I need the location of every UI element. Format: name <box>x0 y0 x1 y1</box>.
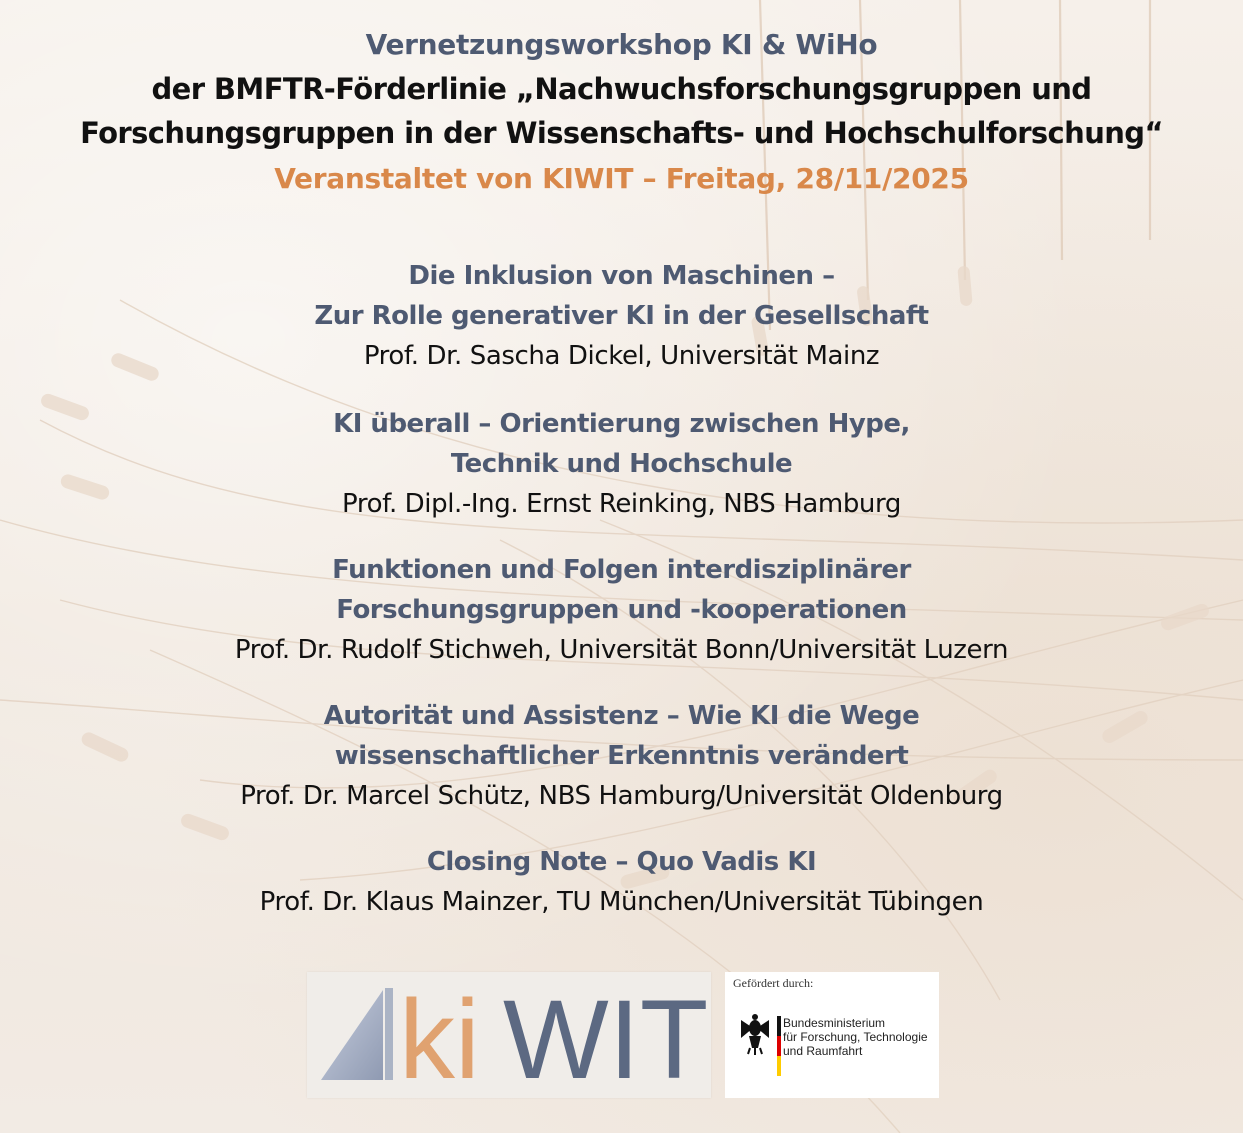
talk-title-line: Die Inklusion von Maschinen – <box>408 261 835 291</box>
program-line-2: Forschungsgruppen in der Wissenschafts- und Hochschulforschung“ <box>80 116 1163 150</box>
funded-by-label: Gefördert durch: <box>733 976 814 990</box>
talk-speaker: Prof. Dr. Sascha Dickel, Universität Mainz <box>363 341 880 371</box>
program-line-1: der BMFTR-Förderlinie „Nachwuchsforschungsgruppen und <box>151 72 1092 106</box>
organizer-date: Veranstaltet von KIWIT – Freitag, 28/11/2025 <box>274 162 969 195</box>
talk-title-line: Autorität und Assistenz – Wie KI die Wege <box>323 701 920 731</box>
talk-title-line: Zur Rolle generativer KI in der Gesellschaft <box>314 301 929 331</box>
talk-1 <box>0 256 1243 376</box>
kiwit-wit-text: WIT <box>503 977 709 1098</box>
talk-speaker: Prof. Dipl.-Ing. Ernst Reinking, NBS Hamburg <box>342 489 901 519</box>
talk-2 <box>0 404 1243 524</box>
event-title: Vernetzungsworkshop KI & WiHo <box>365 28 878 61</box>
talk-speaker: Prof. Dr. Klaus Mainzer, TU München/Universität Tübingen <box>259 887 984 917</box>
kiwit-logo-graphic <box>307 972 711 1098</box>
federal-eagle-icon <box>731 998 791 1098</box>
talk-title-line: wissenschaftlicher Erkenntnis verändert <box>334 741 909 771</box>
ministry-line: und Raumfahrt <box>783 1044 863 1058</box>
kiwit-logo <box>307 972 711 1098</box>
ministry-line: für Forschung, Technologie <box>783 1030 928 1044</box>
talk-title-line: KI überall – Orientierung zwischen Hype, <box>333 409 910 439</box>
funder-logo <box>725 972 939 1098</box>
ministry-name <box>783 1016 928 1058</box>
talk-3 <box>0 550 1243 670</box>
kiwit-ki-text: ki <box>399 977 480 1098</box>
kiwit-triangle-icon <box>321 990 383 1080</box>
talk-title-line: Closing Note – Quo Vadis KI <box>426 847 817 877</box>
talk-4 <box>0 696 1243 816</box>
talk-title-line: Funktionen und Folgen interdisziplinärer <box>332 555 911 585</box>
talk-title-line: Forschungsgruppen und -kooperationen <box>336 595 907 625</box>
talk-speaker: Prof. Dr. Rudolf Stichweh, Universität Bonn/Universität Luzern <box>234 635 1009 665</box>
talk-5 <box>0 842 1243 922</box>
ministry-line: Bundesministerium <box>783 1016 886 1030</box>
talk-speaker: Prof. Dr. Marcel Schütz, NBS Hamburg/Universität Oldenburg <box>240 781 1003 811</box>
talk-title-line: Technik und Hochschule <box>450 449 793 479</box>
